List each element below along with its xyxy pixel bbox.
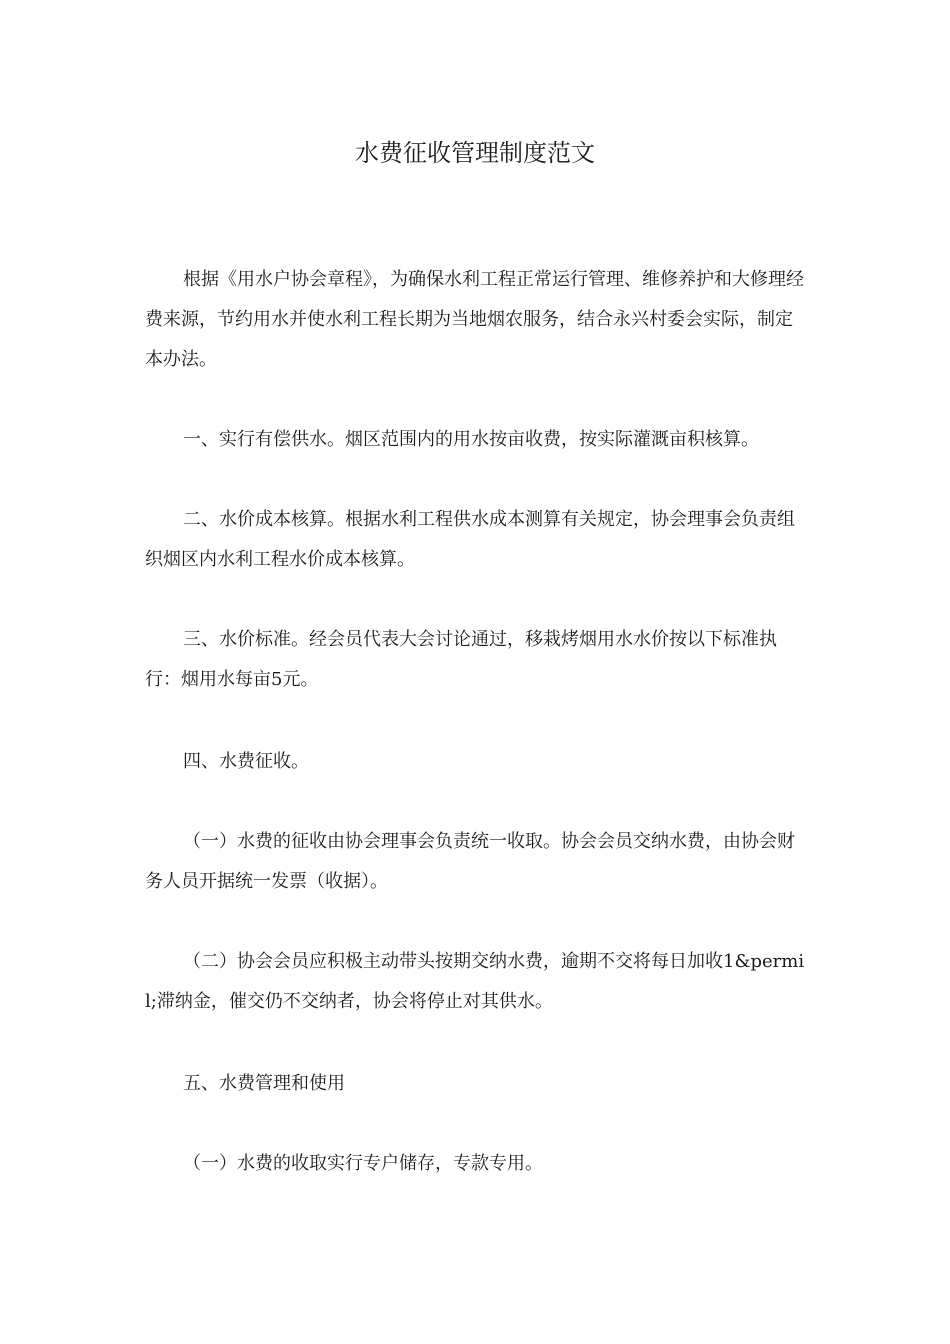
- paragraph-section-5-heading: 五、水费管理和使用: [183, 1073, 345, 1094]
- paragraph-section-5-item-1: （一）水费的收取实行专户储存，专款专用。: [183, 1153, 543, 1174]
- document-title: 水费征收管理制度范文: [355, 139, 595, 167]
- paragraph-section-4-item-2: （二）协会会员应积极主动带头按期交纳水费，逾期不交将每日加收1&permil;滞纳金，催交仍不交纳者，协会将停止对其供水。: [145, 951, 805, 1012]
- paragraph-preamble: 根据《用水户协会章程》，为确保水利工程正常运行管理、维修养护和大修理经费来源，节约用水并使水利工程长期为当地烟农服务，结合永兴村委会实际，制定本办法。: [145, 269, 804, 370]
- paragraph-section-1: 一、实行有偿供水。烟区范围内的用水按亩收费，按实际灌溉亩积核算。: [183, 429, 759, 450]
- paragraph-section-2: 二、水价成本核算。根据水利工程供水成本测算有关规定，协会理事会负责组织烟区内水利工程水价成本核算。: [145, 509, 795, 570]
- paragraph-section-4-item-1: （一）水费的征收由协会理事会负责统一收取。协会会员交纳水费，由协会财务人员开据统一发票（收据）。: [145, 831, 795, 892]
- paragraph-section-4-heading: 四、水费征收。: [183, 751, 309, 772]
- paragraph-section-3: 三、水价标准。经会员代表大会讨论通过，移栽烤烟用水水价按以下标准执行：烟用水每亩5元。: [145, 629, 777, 690]
